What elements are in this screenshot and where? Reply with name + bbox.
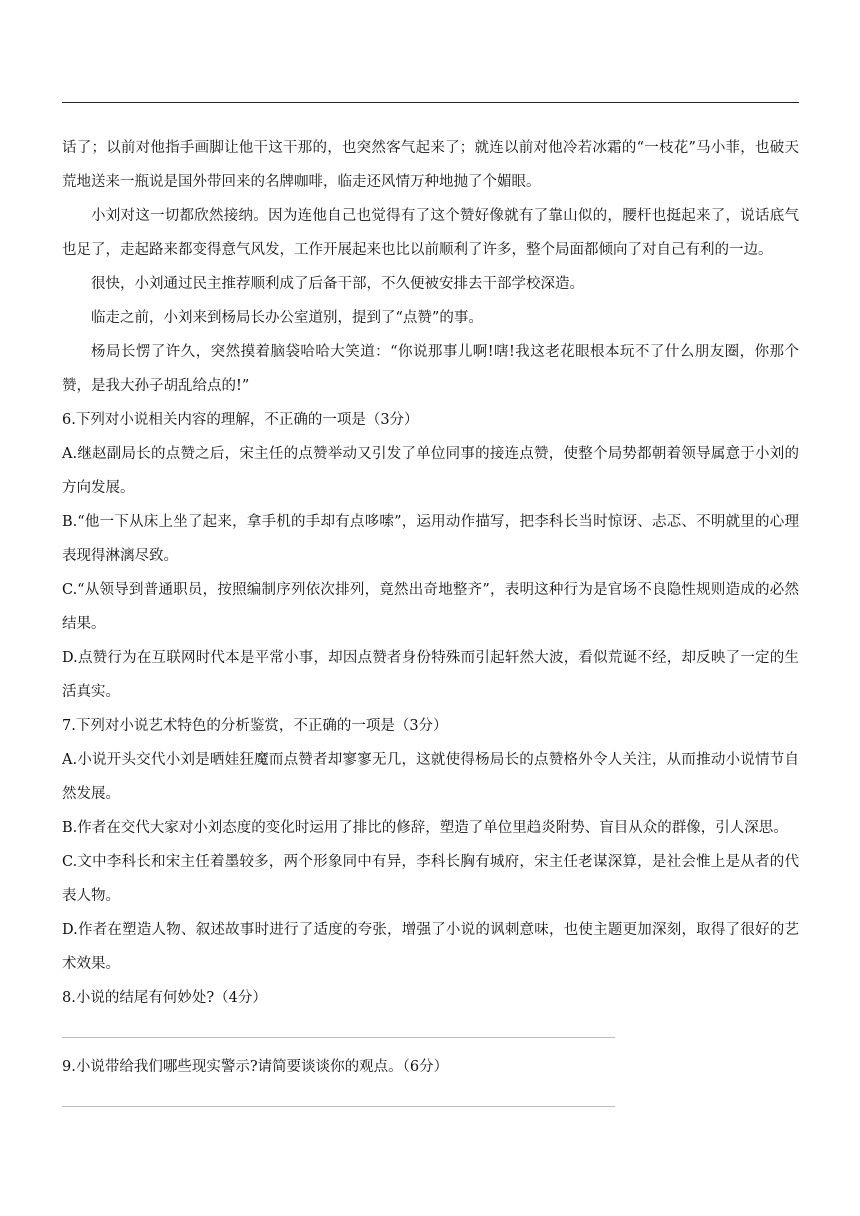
question-7-option-d: D.作者在塑造人物、叙述故事时进行了适度的夸张，增强了小说的讽刺意味，也使主题更加深刻，取得了很好的艺术效果。 bbox=[62, 922, 799, 972]
question-9-answer-line[interactable] bbox=[62, 1084, 615, 1107]
question-6-option-a: A.继赵副局长的点赞之后，宋主任的点赞举动又引发了单位同事的接连点赞，使整个局势都朝着领导属意于小刘的方向发展。 bbox=[62, 446, 799, 496]
passage-paragraph-3: 很快，小刘通过民主推荐顺利成了后备干部，不久便被安排去干部学校深造。 bbox=[91, 276, 584, 292]
question-7-option-c: C.文中李科长和宋主任着墨较多，两个形象同中有异，李科长胸有城府，宋主任老谋深算，是社会惟上是从者的代表人物。 bbox=[62, 854, 799, 904]
question-6-option-b: B.“他一下从床上坐了起来，拿手机的手却有点哆嗦”，运用动作描写，把李科长当时惊讶、忐忑、不明就里的心理表现得淋漓尽致。 bbox=[62, 514, 799, 564]
passage-paragraph-4: 临走之前，小刘来到杨局长办公室道别，提到了“点赞”的事。 bbox=[91, 310, 483, 326]
document-body bbox=[62, 131, 799, 1119]
question-6-option-c: C.“从领导到普通职员，按照编制序列依次排列，竟然出奇地整齐”，表明这种行为是官场不良隐性规则造成的必然结果。 bbox=[62, 582, 799, 632]
question-7-option-b: B.作者在交代大家对小刘态度的变化时运用了排比的修辞，塑造了单位里趋炎附势、盲目从众的群像，引人深思。 bbox=[62, 820, 788, 836]
question-7-option-a: A.小说开头交代小刘是晒娃狂魔而点赞者却寥寥无几，这就使得杨局长的点赞格外令人关注，从而推动小说情节自然发展。 bbox=[62, 752, 799, 802]
question-7-stem: 7.下列对小说艺术特色的分析鉴赏，不正确的一项是（3分） bbox=[62, 718, 448, 734]
question-8-answer-line[interactable] bbox=[62, 1015, 615, 1038]
question-6-option-d: D.点赞行为在互联网时代本是平常小事，却因点赞者身份特殊而引起轩然大波，看似荒诞不经，却反映了一定的生活真实。 bbox=[62, 650, 799, 700]
passage-paragraph-1: 话了；以前对他指手画脚让他干这干那的，也突然客气起来了；就连以前对他冷若冰霜的“一枝花”马小菲，也破天荒地送来一瓶说是国外带回来的名牌咖啡，临走还风情万种地抛了个媚眼。 bbox=[62, 140, 799, 190]
passage-paragraph-5: 杨局长愣了许久，突然摸着脑袋哈哈大笑道：“你说那事儿啊!嗐!我这老花眼根本玩不了什么朋友圈，你那个赞，是我大孙子胡乱给点的!” bbox=[62, 344, 799, 394]
question-8-stem: 8.小说的结尾有何妙处?（4分） bbox=[62, 990, 267, 1006]
question-9-stem: 9.小说带给我们哪些现实警示?请简要谈谈你的观点。（6分） bbox=[62, 1059, 449, 1075]
passage-paragraph-2: 小刘对这一切都欣然接纳。因为连他自己也觉得有了这个赞好像就有了靠山似的，腰杆也挺起来了，说话底气也足了，走起路来都变得意气风发，工作开展起来也比以前顺利了许多，整个局面都倾向了对自己有利的一边。 bbox=[62, 208, 799, 258]
question-6-stem: 6.下列对小说相关内容的理解，不正确的一项是（3分） bbox=[62, 412, 419, 428]
header-rule bbox=[62, 102, 799, 103]
